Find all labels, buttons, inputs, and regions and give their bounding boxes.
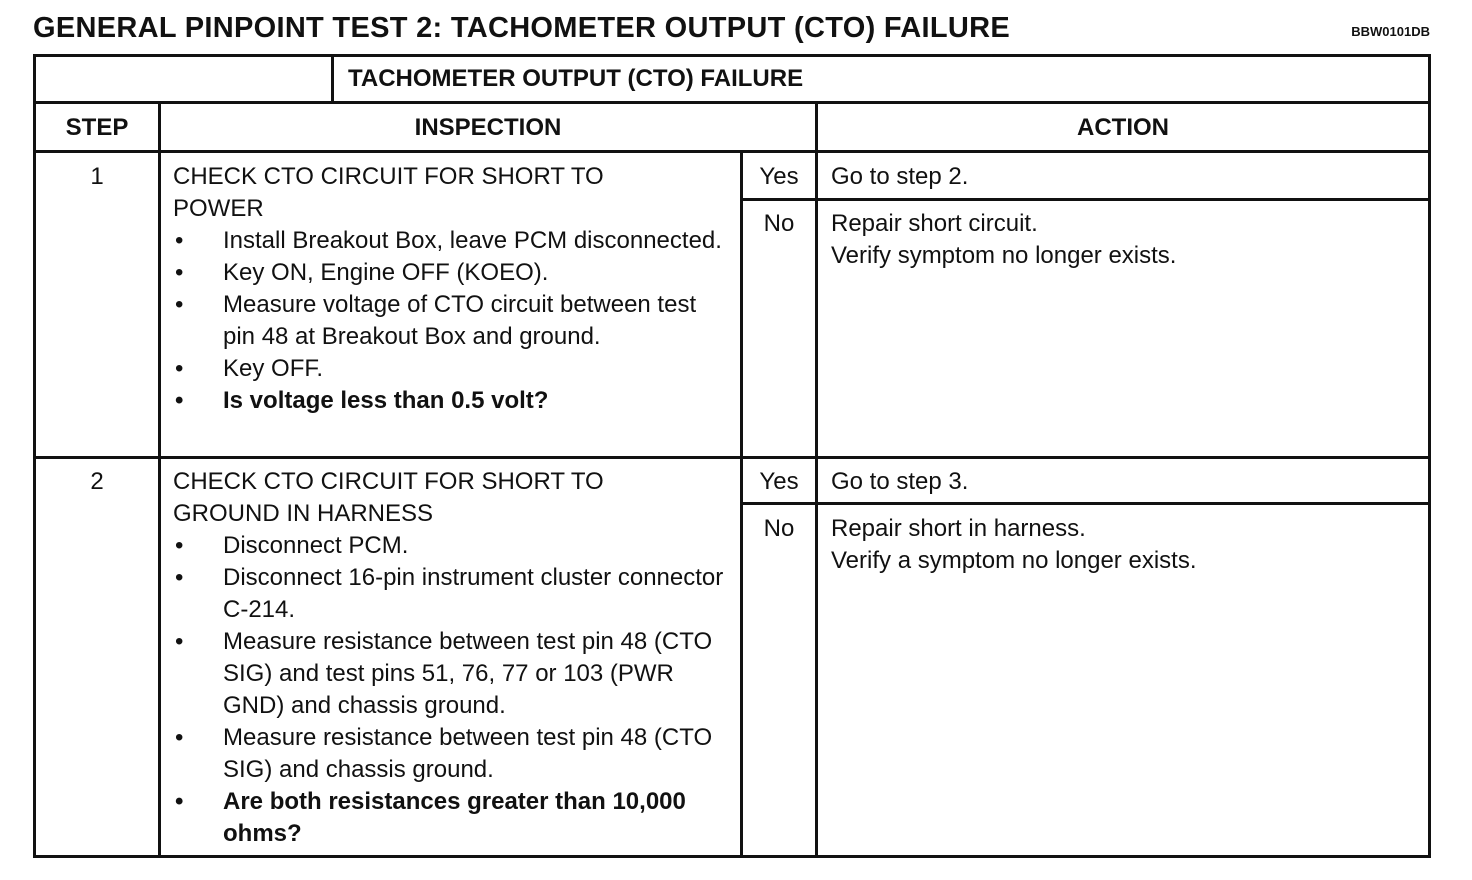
no-label: No	[763, 515, 795, 542]
rule-header-bottom	[33, 150, 1431, 153]
table-caption: TACHOMETER OUTPUT (CTO) FAILURE	[348, 65, 804, 92]
inspection-step: • Measure resistance between test pin 48 (CTO SIG) and test pins 51, 76, 77 or 103 (PWR GND) and chassis ground.	[173, 626, 733, 722]
inspection-step: • Key OFF.	[173, 353, 733, 385]
inspection-cell	[173, 466, 733, 850]
page-title: GENERAL PINPOINT TEST 2: TACHOMETER OUTPUT (CTO) FAILURE	[33, 12, 1011, 44]
inspection-step: • Disconnect PCM.	[173, 530, 733, 562]
column-header-action: ACTION	[1077, 114, 1169, 141]
inspection-step: • Key ON, Engine OFF (KOEO).	[173, 257, 733, 289]
inspection-heading: CHECK CTO CIRCUIT FOR SHORT TO	[173, 163, 604, 190]
no-action	[831, 208, 1421, 272]
yes-label: Yes	[759, 163, 799, 190]
no-action-line: Repair short in harness.	[831, 515, 1086, 542]
rule-caption-bottom	[33, 101, 1431, 104]
step-number: 2	[90, 468, 104, 495]
yes-label: Yes	[759, 468, 799, 495]
step-number: 1	[90, 163, 104, 190]
inspection-step: • Install Breakout Box, leave PCM disconnected.	[173, 225, 733, 257]
inspection-steps	[173, 530, 733, 850]
inspection-step: • Disconnect 16-pin instrument cluster connector C-214.	[173, 562, 733, 626]
yes-action: Go to step 3.	[831, 468, 969, 495]
inspection-heading: POWER	[173, 195, 264, 222]
rule-step1-bottom	[33, 456, 1431, 459]
rule-step2-yes	[740, 502, 1431, 505]
inspection-cell	[173, 161, 733, 417]
no-label: No	[763, 210, 795, 237]
column-header-inspection: INSPECTION	[414, 114, 562, 141]
rule-caption-left	[331, 54, 334, 103]
inspection-heading: GROUND IN HARNESS	[173, 500, 434, 527]
no-action-line: Verify symptom no longer exists.	[831, 242, 1177, 269]
inspection-step: • Measure voltage of CTO circuit between test pin 48 at Breakout Box and ground.	[173, 289, 733, 353]
rule-step1-yes	[740, 198, 1431, 201]
no-action-line: Repair short circuit.	[831, 210, 1038, 237]
inspection-heading: CHECK CTO CIRCUIT FOR SHORT TO	[173, 468, 604, 495]
inspection-steps	[173, 225, 733, 417]
figure-code: BBW0101DB	[1351, 24, 1430, 39]
inspection-step: • Measure resistance between test pin 48 (CTO SIG) and chassis ground.	[173, 722, 733, 786]
inspection-question: • Are both resistances greater than 10,000 ohms?	[173, 786, 733, 850]
rule-yesno-col	[740, 150, 743, 858]
rule-action-col	[815, 101, 818, 858]
no-action-line: Verify a symptom no longer exists.	[831, 547, 1197, 574]
no-action	[831, 513, 1421, 577]
rule-step-col	[158, 101, 161, 858]
column-header-step: STEP	[65, 114, 129, 141]
yes-action: Go to step 2.	[831, 163, 969, 190]
inspection-question: • Is voltage less than 0.5 volt?	[173, 385, 733, 417]
